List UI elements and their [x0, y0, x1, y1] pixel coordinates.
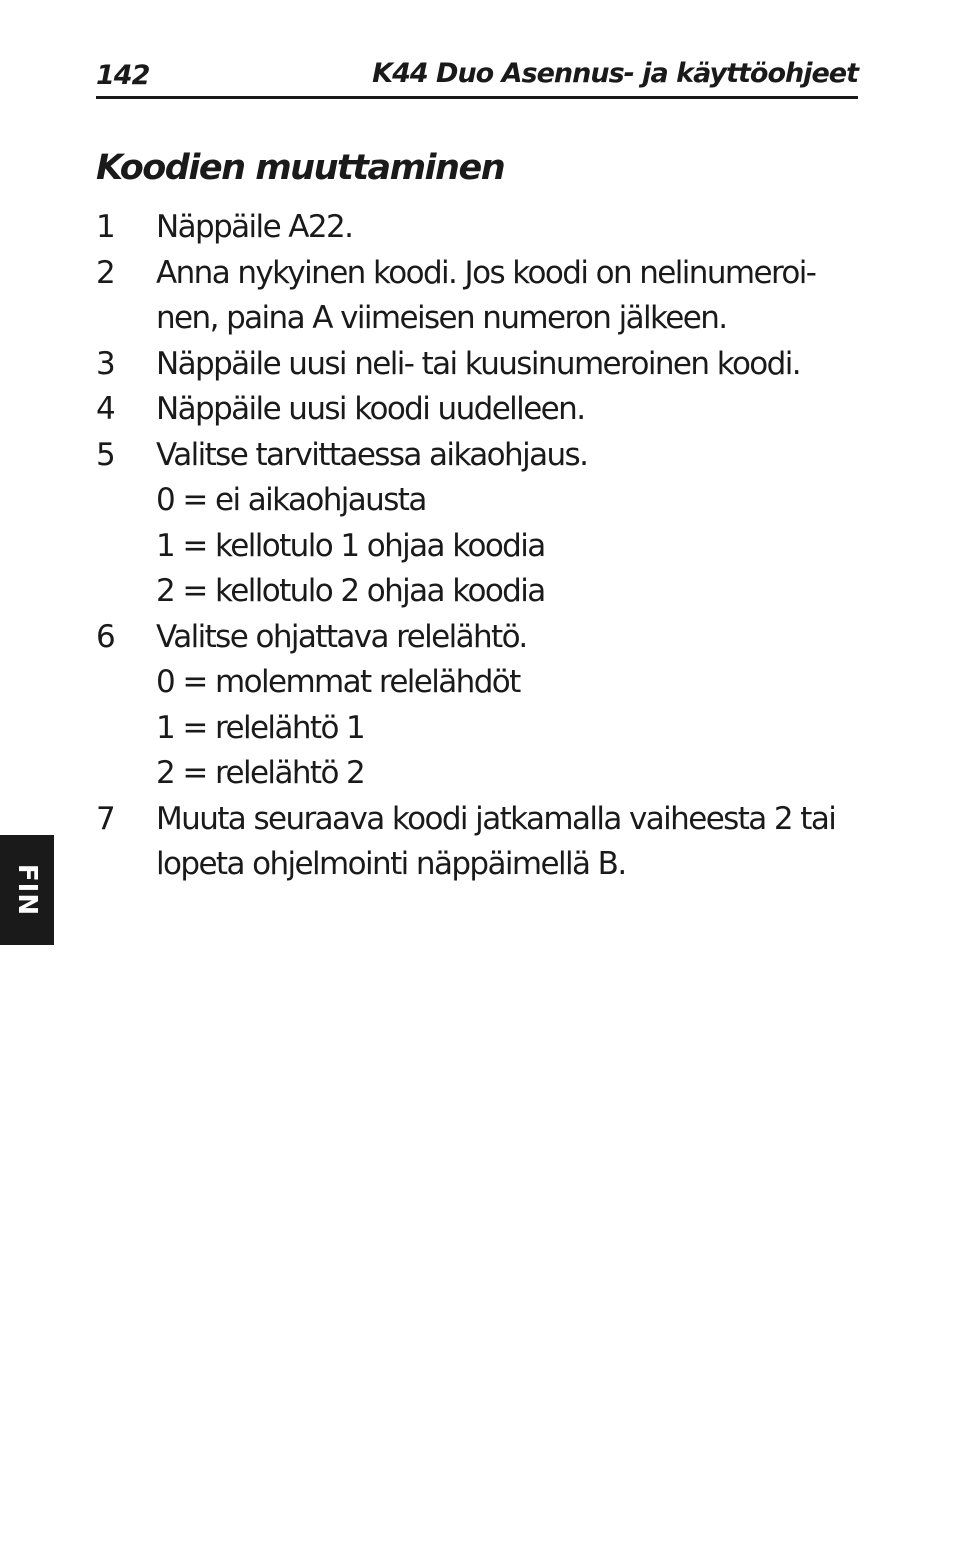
step-text-continued: lopeta ohjelmointi näppäimellä B. — [156, 846, 626, 882]
steps-list — [96, 205, 866, 888]
step-text: Valitse ohjattava relelähtö. — [156, 618, 527, 655]
step-item — [96, 797, 866, 888]
step-text: Näppäile uusi neli- tai kuusinumeroinen koodi. — [156, 345, 801, 382]
step-number: 7 — [96, 800, 115, 837]
step-text: Näppäile A22. — [156, 209, 353, 245]
option-line: 0 = ei aikaohjausta — [156, 482, 426, 518]
step-text: Muuta seuraava koodi jatkamalla vaiheesta 2 tai — [156, 800, 836, 837]
step-item — [96, 615, 866, 797]
step-item — [96, 433, 866, 615]
step-text: Anna nykyinen koodi. Jos koodi on nelinumeroi- — [156, 254, 816, 291]
step-text-continued: nen, paina A viimeisen numeron jälkeen. — [156, 300, 727, 336]
option-line: 2 = relelähtö 2 — [156, 755, 365, 791]
step-item — [96, 342, 866, 388]
step-item — [96, 387, 866, 433]
option-line: 2 = kellotulo 2 ohjaa koodia — [156, 573, 545, 609]
section-title: Koodien muuttaminen — [96, 148, 505, 188]
step-number: 4 — [96, 391, 115, 427]
step-item — [96, 205, 866, 251]
running-title: K44 Duo Asennus- ja käyttöohjeet — [372, 58, 858, 89]
option-line: 1 = kellotulo 1 ohjaa koodia — [156, 527, 545, 564]
page-header — [96, 56, 858, 99]
language-tab-label: FIN — [12, 863, 42, 917]
step-number: 1 — [96, 209, 115, 245]
step-number: 6 — [96, 618, 115, 655]
option-line: 0 = molemmat relelähdöt — [156, 664, 520, 700]
step-number: 2 — [96, 254, 115, 291]
page-number: 142 — [96, 60, 150, 91]
step-item — [96, 251, 866, 342]
step-number: 5 — [96, 436, 115, 473]
step-number: 3 — [96, 345, 115, 382]
step-text: Valitse tarvittaessa aikaohjaus. — [156, 436, 588, 473]
option-line: 1 = relelähtö 1 — [156, 709, 365, 746]
language-tab — [0, 835, 54, 945]
step-text: Näppäile uusi koodi uudelleen. — [156, 391, 585, 427]
